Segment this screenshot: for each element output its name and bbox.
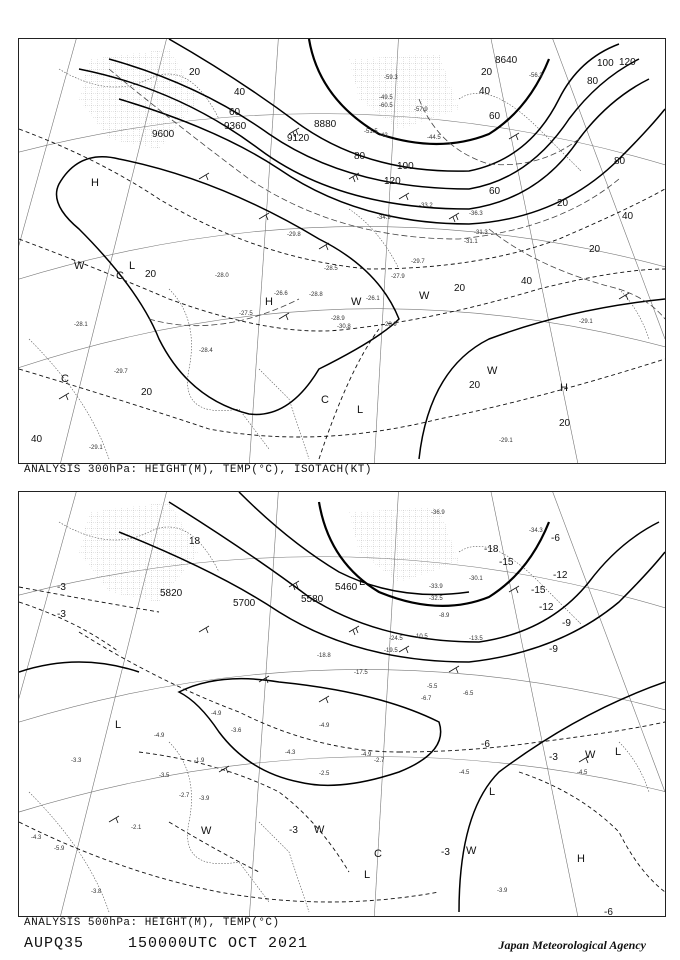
station-temp: -28.9	[331, 316, 345, 322]
station-temp: -49.5	[379, 95, 393, 101]
height-label: 9360	[224, 121, 247, 132]
isotherm-label: -3	[57, 609, 66, 620]
agency-name: Japan Meteorological Agency	[498, 938, 646, 952]
station-temp: -3.9	[199, 796, 210, 802]
station-temp: -33.9	[429, 584, 443, 590]
station-temp: -29.1	[89, 445, 103, 451]
station-temp: -34.9	[377, 215, 391, 221]
station-temp: -13.5	[469, 636, 483, 642]
station-temp: -36.3	[469, 211, 483, 217]
station-temp: -6.5	[463, 691, 474, 697]
warm-center-label: W	[487, 365, 498, 377]
warm-center-label: W	[201, 825, 212, 837]
isotherm-label: -15	[499, 557, 514, 568]
isotherm-label: -3	[289, 825, 298, 836]
isotach-label: 40	[622, 211, 634, 222]
station-temp: -28.5	[324, 266, 338, 272]
isotach-label: 20	[589, 244, 601, 255]
station-temp: -29.1	[499, 438, 513, 444]
low-pressure-label: L	[359, 576, 366, 588]
station-temp: -10.5	[414, 634, 428, 640]
station-temp: -57.9	[414, 107, 428, 113]
isotach-label: 60	[489, 186, 501, 197]
isotach-label: 20	[454, 283, 466, 294]
station-temp: -60.5	[379, 103, 393, 109]
station-temp: -56.3	[529, 73, 543, 79]
station-temp: -4.9	[211, 711, 222, 717]
warm-center-label: W	[314, 824, 325, 836]
height-label: 5700	[233, 598, 256, 609]
isotherm-label: -18	[484, 544, 499, 555]
isotherm-label: -6	[551, 533, 560, 544]
isotherm-label: -15	[531, 585, 546, 596]
station-temp: -4.9	[319, 723, 330, 729]
station-temp: -3.3	[71, 758, 82, 764]
height-label: 8640	[495, 55, 518, 66]
station-temp: -2.7	[179, 793, 190, 799]
isotach-label: 60	[489, 111, 501, 122]
station-temp: -4.5	[577, 770, 588, 776]
station-temp: -42	[379, 133, 388, 139]
station-temp: -28.4	[199, 348, 213, 354]
isotherm-label: -9	[549, 644, 558, 655]
low-pressure-label: L	[129, 260, 136, 272]
station-temp: -29.1	[579, 319, 593, 325]
isotach-label: 60	[229, 107, 241, 118]
isotherms	[19, 129, 665, 459]
valid-time: 150000UTC OCT 2021	[128, 935, 309, 952]
station-temp: -17.5	[354, 670, 368, 676]
isotach-label: 20	[557, 198, 569, 209]
isotach-label: 20	[481, 67, 493, 78]
station-temp: -34.3	[529, 528, 543, 534]
isotach-label: 40	[479, 86, 491, 97]
cold-center-label: C	[321, 394, 329, 406]
station-temp: -30.1	[469, 576, 483, 582]
isotherm-label: -6	[481, 739, 490, 750]
isotach-label: 20	[189, 67, 201, 78]
isotherm-label: -3	[441, 847, 450, 858]
station-temp: -27.5	[239, 311, 253, 317]
high-pressure-label: H	[265, 296, 273, 308]
station-temp: -44.5	[427, 135, 441, 141]
map-500hpa-svg	[19, 492, 665, 916]
station-temp: -4.9	[361, 752, 372, 758]
station-temp: -32.5	[429, 596, 443, 602]
station-temp: -24.5	[389, 636, 403, 642]
map-300hpa-svg	[19, 39, 665, 463]
station-temp: -18.8	[317, 653, 331, 659]
isotherm-label: -12	[539, 602, 554, 613]
isotherm-label: 18	[189, 536, 201, 547]
station-temp: -28.9	[383, 322, 397, 328]
station-temp: -33.2	[419, 203, 433, 209]
station-temp: -59.3	[384, 75, 398, 81]
station-temp: -8.9	[439, 613, 450, 619]
low-pressure-label: L	[364, 869, 371, 881]
station-temp: -5.9	[54, 846, 65, 852]
station-temp: -30.8	[337, 324, 351, 330]
station-temp: -1.9	[194, 758, 205, 764]
isotach-label: 20	[145, 269, 157, 280]
station-temp: -29.8	[287, 232, 301, 238]
isotherm-label: -3	[549, 752, 558, 763]
height-label: 9120	[287, 133, 310, 144]
pressure-centers	[115, 576, 621, 881]
analysis-300hpa-map	[18, 38, 666, 464]
station-temp: -28.1	[74, 322, 88, 328]
cold-center-label: C	[61, 373, 69, 385]
low-pressure-label: L	[615, 746, 622, 758]
isotherm-label: -3	[57, 582, 66, 593]
isotach-label: 80	[587, 76, 599, 87]
isotach-label: 20	[559, 418, 571, 429]
station-temp: -4.9	[154, 733, 165, 739]
wind-barbs	[59, 128, 629, 400]
station-temp: -26.6	[274, 291, 288, 297]
high-pressure-label: H	[91, 177, 99, 189]
terrain-hatch	[349, 507, 459, 582]
station-temp: -28.8	[309, 292, 323, 298]
station-temp: -3.9	[497, 888, 508, 894]
cold-center-label: C	[374, 848, 382, 860]
low-pressure-label: L	[489, 786, 496, 798]
isotach-label: 120	[384, 176, 401, 187]
station-temp: -29.7	[411, 259, 425, 265]
isotherm-label: -6	[604, 907, 613, 916]
height-label: 5460	[335, 582, 358, 593]
high-pressure-label: H	[560, 382, 568, 394]
isotach-label: 40	[31, 434, 43, 445]
height-label: 5580	[301, 594, 324, 605]
station-temp: -51.5	[364, 129, 378, 135]
cold-center-label: C	[116, 270, 124, 282]
warm-center-label: W	[419, 290, 430, 302]
isotherm-label: -9	[562, 618, 571, 629]
isotach-label: 40	[234, 87, 246, 98]
height-label: 5820	[160, 588, 183, 599]
isotach-label: 40	[521, 276, 533, 287]
station-temp: -28.0	[215, 273, 229, 279]
station-temp: -36.9	[431, 510, 445, 516]
isotach-label: 100	[397, 161, 414, 172]
station-temp: -3.5	[159, 773, 170, 779]
top-panel-caption: ANALYSIS 300hPa: HEIGHT(M), TEMP(°C), ISOTACH(KT)	[24, 464, 372, 476]
station-temp: -19.5	[384, 648, 398, 654]
high-pressure-label: H	[577, 853, 585, 865]
isotach-label: 120	[619, 57, 636, 68]
height-label: 8880	[314, 119, 337, 130]
terrain-hatch	[349, 54, 459, 129]
isotach-label: 20	[469, 380, 481, 391]
isotach-label: 80	[354, 151, 366, 162]
terrain-hatch	[79, 49, 199, 149]
station-temp: -4.5	[459, 770, 470, 776]
isotherm-label: -12	[553, 570, 568, 581]
isotach-label: 20	[141, 387, 153, 398]
station-temp: -4.3	[31, 835, 42, 841]
isotach-label: 100	[597, 58, 614, 69]
station-temp: -5.5	[427, 684, 438, 690]
warm-center-label: W	[351, 296, 362, 308]
low-pressure-label: L	[115, 719, 122, 731]
station-temp: -4.3	[285, 750, 296, 756]
station-temp: -3.8	[91, 889, 102, 895]
station-temp: -27.9	[391, 274, 405, 280]
station-temp: -26.1	[366, 296, 380, 302]
station-temp: -2.5	[319, 771, 330, 777]
station-temp: -31.3	[474, 230, 488, 236]
analysis-500hpa-map	[18, 491, 666, 917]
height-label: 9600	[152, 129, 175, 140]
station-temp: -29.7	[114, 369, 128, 375]
station-temp: -2.1	[131, 825, 142, 831]
terrain-hatch	[79, 502, 199, 602]
bottom-panel-caption: ANALYSIS 500hPa: HEIGHT(M), TEMP(°C)	[24, 917, 280, 929]
product-code: AUPQ35	[24, 935, 85, 952]
warm-center-label: W	[74, 260, 85, 272]
station-temp: -2.7	[374, 758, 385, 764]
station-temp: -31.1	[464, 239, 478, 245]
warm-center-label: W	[585, 749, 596, 761]
low-pressure-label: L	[357, 404, 364, 416]
station-temp: -6.7	[421, 696, 432, 702]
station-temp: -3.6	[231, 728, 242, 734]
isotach-label: 80	[614, 156, 626, 167]
warm-center-label: W	[466, 845, 477, 857]
